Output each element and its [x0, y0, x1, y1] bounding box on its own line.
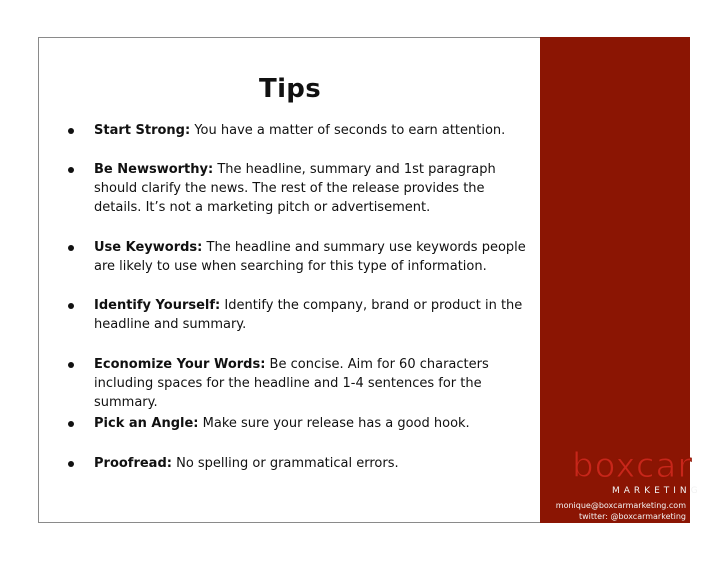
boxcar-logo [572, 446, 702, 496]
tip-text: Be concise. Aim for 60 characters including spaces for the headline and 1-4 sentences for the summary. [94, 357, 489, 410]
bullet-icon [68, 421, 74, 427]
tip-label: Proofread: [94, 456, 172, 471]
tip-label: Identify Yourself: [94, 298, 221, 313]
contact-info [548, 500, 686, 522]
logo-wordmark: boxcar [572, 446, 693, 486]
bullet-icon [68, 303, 74, 309]
tip-item [94, 160, 534, 217]
bullet-icon [68, 461, 74, 467]
tip-text: No spelling or grammatical errors. [171, 456, 399, 471]
bullet-icon [68, 128, 74, 134]
contact-twitter: twitter: @boxcarmarketing [578, 512, 686, 521]
tip-label: Use Keywords: [94, 240, 203, 255]
tip-text: You have a matter of seconds to earn attention. [190, 123, 506, 138]
tip-item [94, 238, 534, 276]
contact-email: monique@boxcarmarketing.com [555, 501, 686, 510]
slide-title: Tips [259, 74, 321, 104]
tip-item [94, 454, 534, 473]
tip-text: The headline and summary use keywords people are likely to use when searching for this type of information. [94, 240, 526, 274]
tip-label: Economize Your Words: [94, 357, 266, 372]
tip-item [94, 121, 534, 140]
tip-text: Identify the company, brand or product in the headline and summary. [94, 298, 523, 332]
logo-tagline: MARKETING [612, 486, 702, 496]
bullet-icon [68, 245, 74, 251]
tip-text: The headline, summary and 1st paragraph should clarify the news. The rest of the release provides the details. It’s not a marketing pitch or advertisement. [94, 162, 496, 215]
tip-label: Start Strong: [94, 123, 191, 138]
tip-label: Pick an Angle: [94, 416, 199, 431]
tip-item [94, 414, 534, 433]
bullet-icon [68, 167, 74, 173]
tip-label: Be Newsworthy: [94, 162, 214, 177]
bullet-icon [68, 362, 74, 368]
tip-text: Make sure your release has a good hook. [198, 416, 470, 431]
tip-item [94, 296, 534, 334]
tip-item [94, 355, 534, 412]
